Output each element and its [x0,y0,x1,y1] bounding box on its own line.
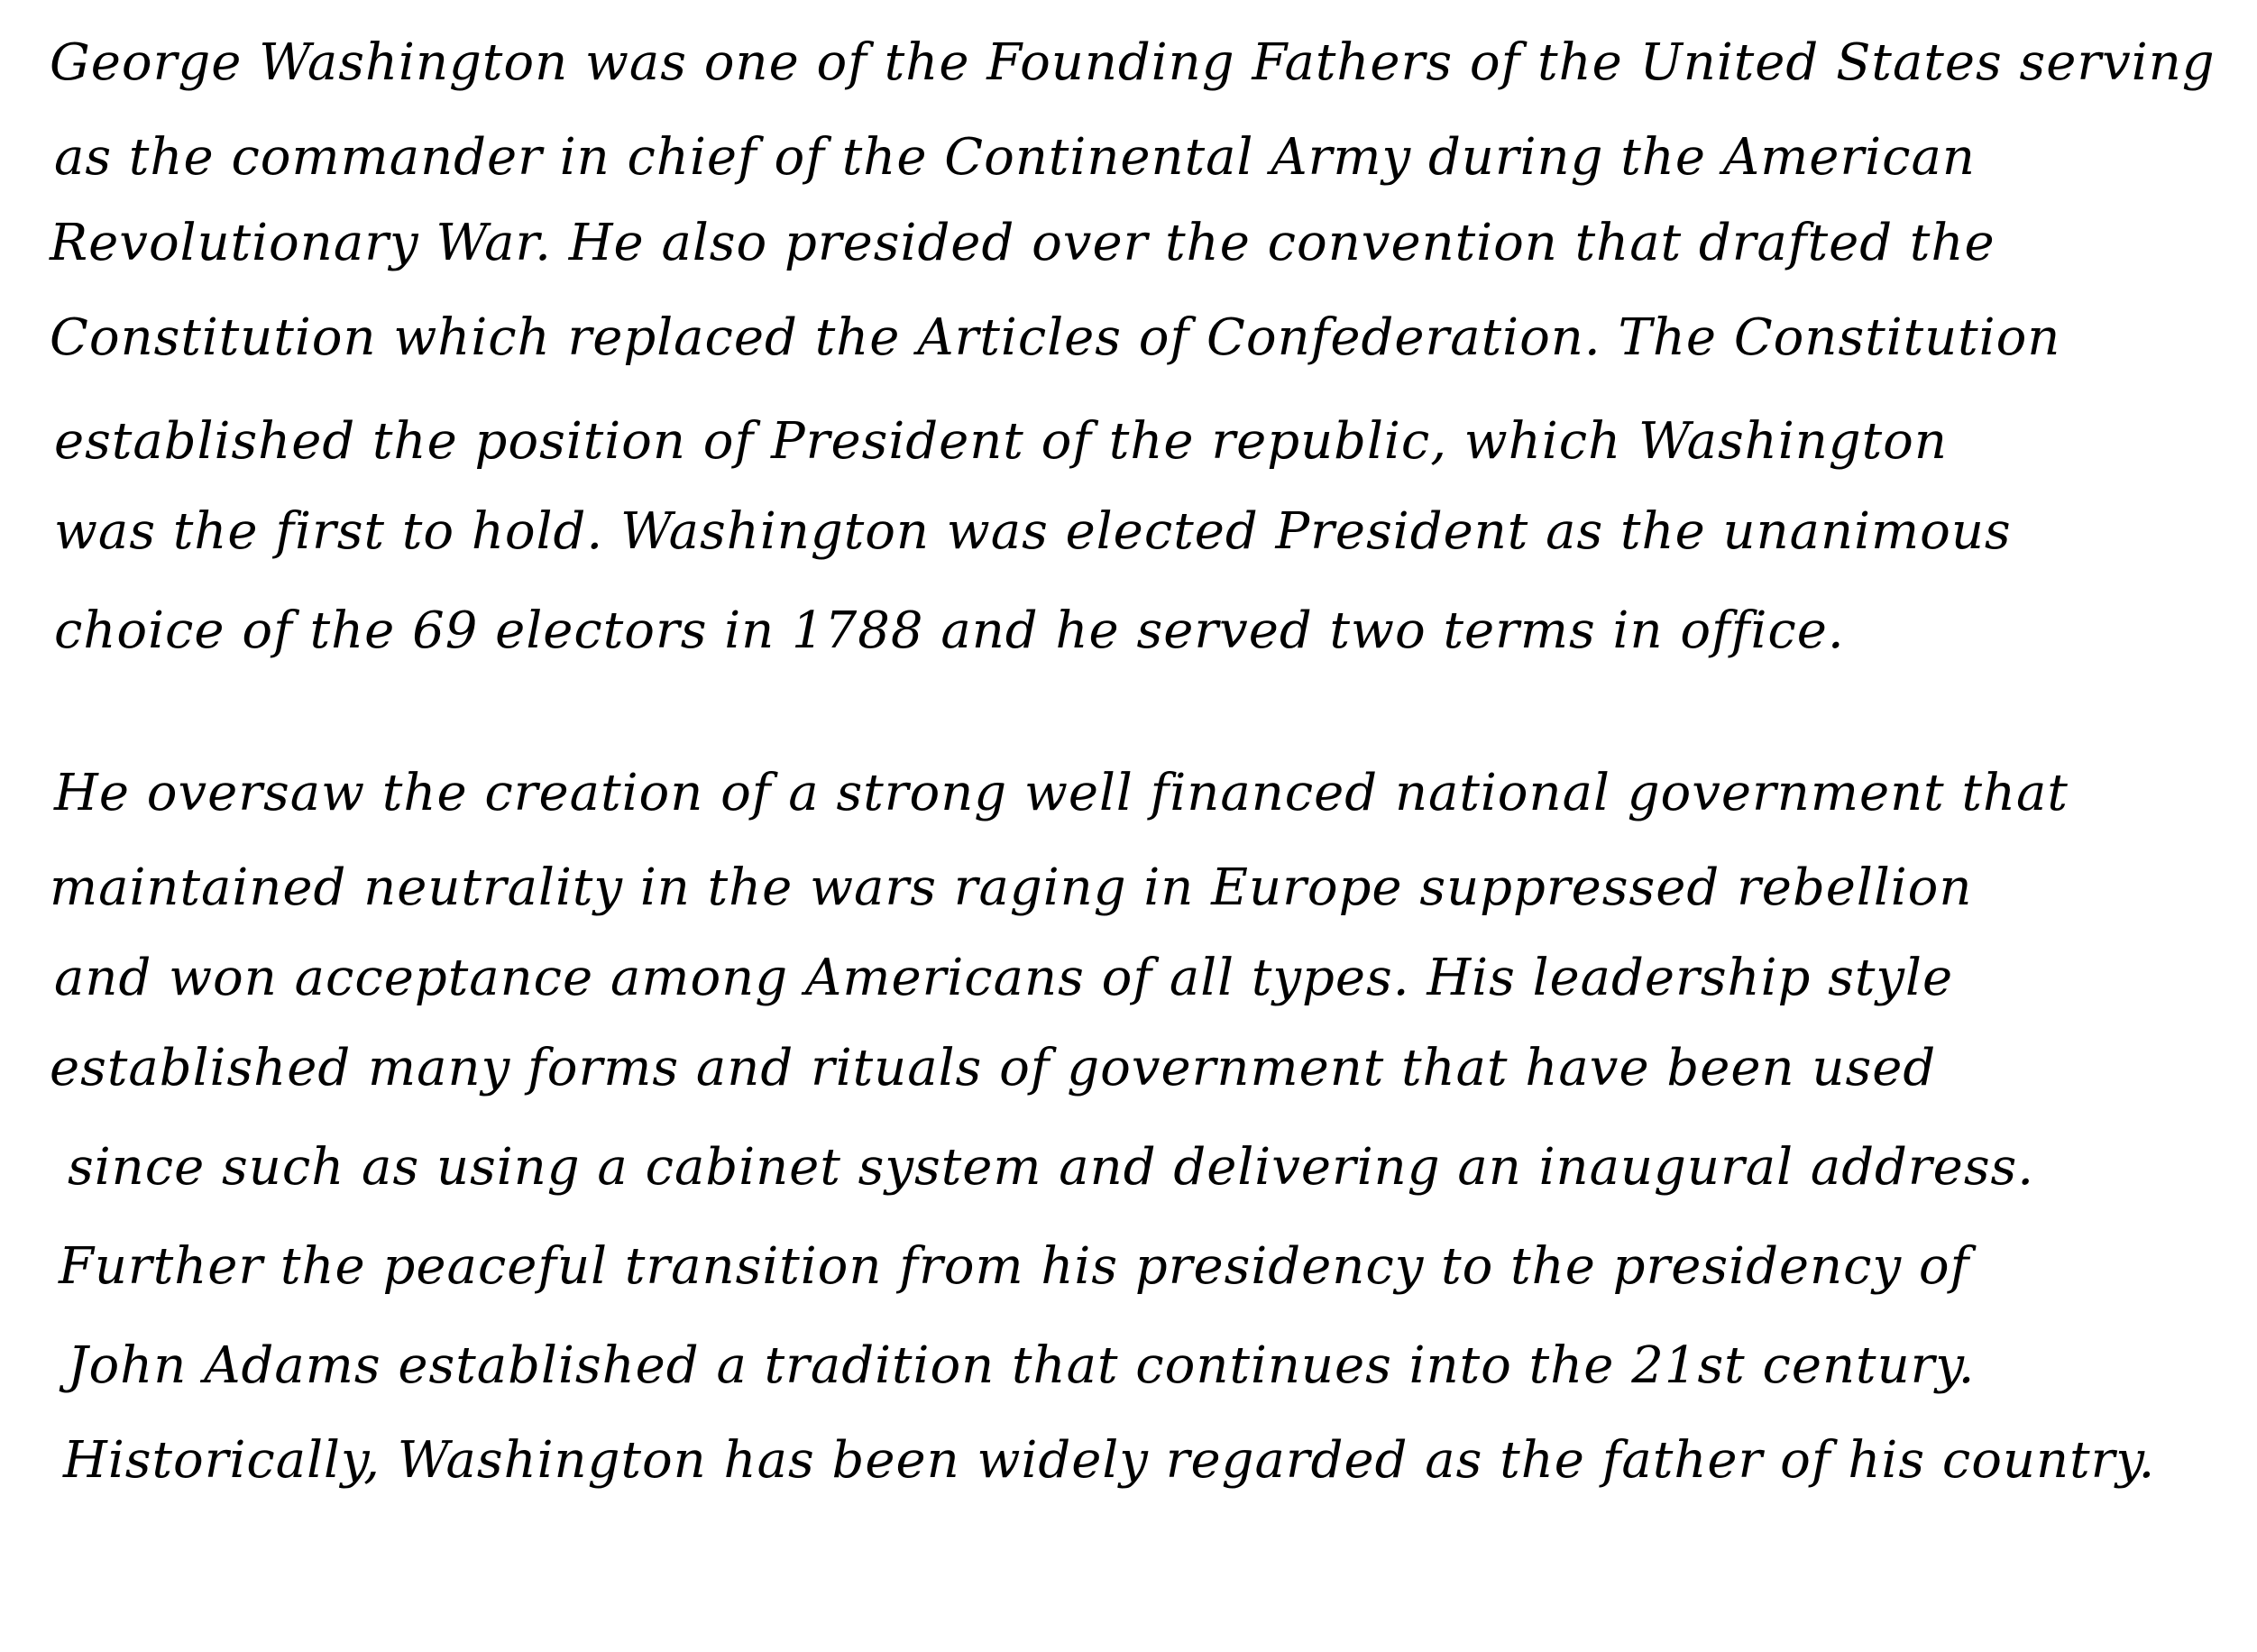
text-line: Revolutionary War. He also presided over the convention that drafted the [50,214,1996,272]
text-line: Constitution which replaced the Articles of Confederation. The Constitution [50,308,2061,367]
text-line: as the commander in chief of the Continental Army during the American [54,128,1976,187]
text-line: George Washington was one of the Founding Fathers of the United States serving [50,33,2216,92]
text-line: John Adams established a tradition that continues into the 21st century. [68,1336,1976,1395]
text-line: He oversaw the creation of a strong well financed national government that [54,764,2069,822]
text-line: established many forms and rituals of government that have been used [50,1039,1937,1097]
text-line: Historically, Washington has been widely regarded as the father of his country. [63,1431,2156,1490]
text-line: was the first to hold. Washington was elected President as the unanimous [54,502,2012,561]
text-line: maintained neutrality in the wars raging in Europe suppressed rebellion [50,858,1973,917]
text-line: choice of the 69 electors in 1788 and he served two terms in office. [54,601,1845,660]
text-line: and won acceptance among Americans of all types. His leadership style [54,949,1954,1007]
text-line: Further the peaceful transition from his presidency to the presidency of [59,1237,1970,1296]
text-line: since such as using a cabinet system and delivering an inaugural address. [68,1138,2035,1197]
text-line: established the position of President of the republic, which Washington [54,412,1948,471]
